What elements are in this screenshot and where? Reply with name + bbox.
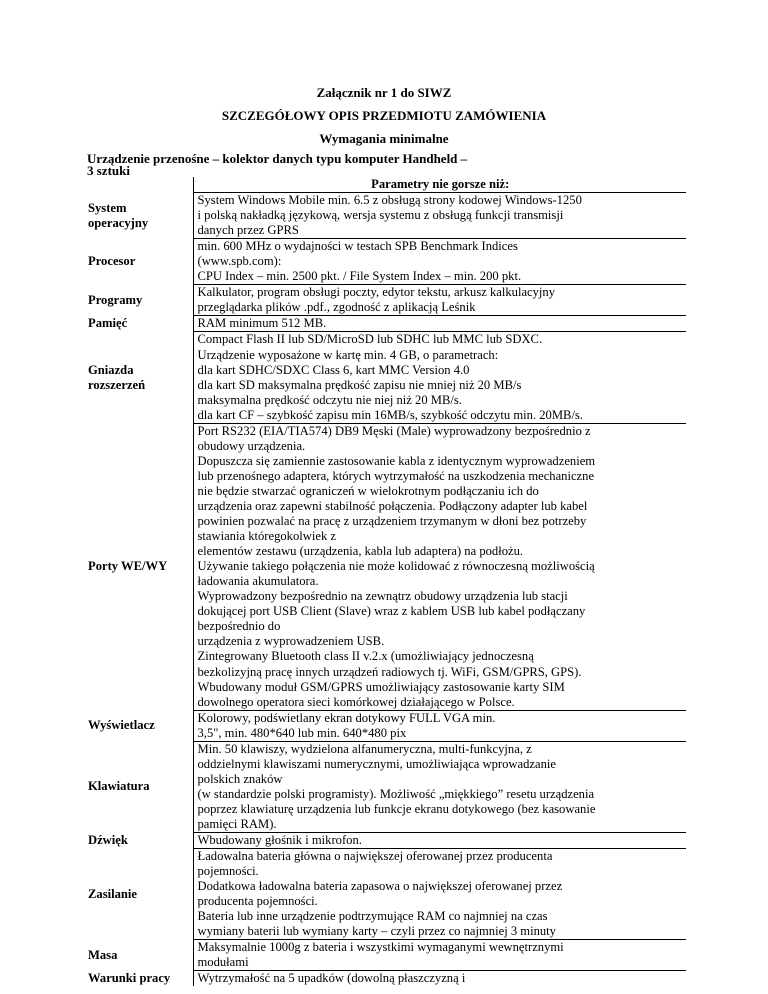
device-description: Urządzenie przenośne – kolektor danych typu komputer Handheld – (87, 151, 468, 166)
value-line: Wytrzymałość na 5 upadków (dowolną płaszczyzną i (197, 971, 466, 986)
value-line: dla kart SDHC/SDXC Class 6, kart MMC Version 4.0 (197, 362, 470, 377)
value-line: danych przez GPRS (197, 223, 299, 238)
value-line: Dodatkowa ładowalna bateria zapasowa o największej oferowanej przez (197, 879, 563, 894)
row-label: Wyświetlacz (88, 718, 155, 733)
table-row (86, 971, 686, 987)
value-line: Zintegrowany Bluetooth class II v.2.x (umożliwiający jednoczesną (197, 649, 534, 664)
value-line: nie będzie stwarzać ograniczeń w wielokrotnym podłączaniu ich do (197, 483, 539, 498)
value-line: stawiania któregokolwiek z (197, 529, 336, 544)
value-line: urządzenia z wyprowadzeniem USB. (197, 634, 385, 649)
table-row (86, 940, 686, 971)
row-label: Pamięć (88, 316, 128, 331)
value-line: lub przenośnego adaptera, których wytrzymałość na uszkodzenia mechaniczne (197, 468, 595, 483)
value-line: 3,5", min. 480*640 lub min. 640*480 pix (197, 725, 407, 740)
row-label: Warunki pracy (88, 971, 171, 986)
value-line: bezpośrednio do (197, 619, 281, 634)
value-line: Bateria lub inne urządzenie podtrzymujące RAM co najmniej na czas (197, 909, 548, 924)
table-row (86, 285, 686, 316)
value-line: Kolorowy, podświetlany ekran dotykowy FULL VGA min. (197, 710, 496, 725)
row-label: Procesor (88, 254, 136, 269)
row-value (193, 971, 686, 987)
value-line: urządzenia oraz zapewni stabilność połączenia. Podłączony adapter lub kabel (197, 498, 588, 513)
row-value (193, 239, 686, 285)
row-label: Gniazda rozszerzeń (88, 362, 146, 392)
empty-header-cell (86, 177, 193, 193)
table-row (86, 849, 686, 940)
value-line: przeglądarka plików .pdf., zgodność z aplikacją Leśnik (197, 300, 476, 315)
table-row (86, 193, 686, 239)
value-line: Urządzenie wyposażone w kartę min. 4 GB, o parametrach: (197, 347, 499, 362)
table-row (86, 833, 686, 849)
value-line: Min. 50 klawiszy, wydzielona alfanumeryczna, multi-funkcyjna, z (197, 741, 532, 756)
value-line: pamięci RAM). (197, 816, 277, 831)
value-line: Kalkulator, program obsługi poczty, edytor tekstu, arkusz kalkulacyjny (197, 285, 556, 300)
value-line: Wbudowany moduł GSM/GPRS umożliwiający zastosowanie karty SIM (197, 679, 565, 694)
value-line: Compact Flash II lub SD/MicroSD lub SDHC lub MMC lub SDXC. (197, 332, 543, 347)
value-line: (w standardzie polski programisty). Możliwość „miękkiego” resetu urządzenia (197, 786, 595, 801)
value-line: System Windows Mobile min. 6.5 z obsługą strony kodowej Windows-1250 (197, 193, 582, 208)
row-value (193, 193, 686, 239)
value-line: powinien pozwalać na pracę z urządzeniem trzymanym w dłoni bez potrzeby (197, 514, 587, 529)
table-row (86, 710, 686, 741)
value-line: dla kart CF – szybkość zapisu min 16MB/s, szybkość odczytu min. 20MB/s. (197, 407, 583, 422)
parameters-header: Parametry nie gorsze niż: (193, 177, 686, 193)
row-value (193, 849, 686, 940)
table-row (86, 423, 686, 710)
value-line: producenta pojemności. (197, 894, 318, 909)
attachment-note: Załącznik nr 1 do SIWZ (316, 85, 452, 100)
value-line: oddzielnymi klawiszami numerycznymi, umożliwiająca wprowadzanie (197, 756, 556, 771)
table-row (86, 332, 686, 423)
value-line: poprzez klawiaturę urządzenia lub funkcje ekranu dotykowego (bez kasowanie (197, 801, 596, 816)
value-line: modułami (197, 955, 249, 970)
value-line: pojemności. (197, 864, 259, 879)
row-value (193, 940, 686, 971)
table-row (86, 316, 686, 332)
value-line: Wbudowany głośnik i mikrofon. (197, 833, 362, 848)
value-line: obudowy urządzenia. (197, 438, 306, 453)
row-label: System operacyjny (88, 200, 149, 230)
row-value (193, 332, 686, 423)
value-line: polskich znaków (197, 771, 283, 786)
value-line: Maksymalnie 1000g z bateria i wszystkimi wymaganymi wewnętrznymi (197, 940, 564, 955)
table-header-row (86, 177, 686, 193)
row-label: Masa (88, 947, 118, 962)
value-line: Wyprowadzony bezpośrednio na zewnątrz obudowy urządzenia lub stacji (197, 589, 568, 604)
value-line: ładowania akumulatora. (197, 574, 319, 589)
requirements-table (86, 177, 686, 986)
row-value (193, 833, 686, 849)
value-line: min. 600 MHz o wydajności w testach SPB Benchmark Indices (197, 239, 518, 254)
value-line: (www.spb.com): (197, 254, 282, 269)
value-line: Port RS232 (EIA/TIA574) DB9 Męski (Male) wyprowadzony bezpośrednio z (197, 423, 591, 438)
table-row (86, 741, 686, 832)
row-label: Porty WE/WY (88, 559, 168, 574)
value-line: maksymalna prędkość odczytu nie niej niż 20 MB/s. (197, 392, 462, 407)
row-value (193, 316, 686, 332)
value-line: wymiany baterii lub wymiany karty – czyli przez co najmniej 3 minuty (197, 924, 556, 939)
row-value (193, 741, 686, 832)
row-label: Klawiatura (88, 779, 150, 794)
value-line: elementów zestawu (urządzenia, kabla lub adaptera) na podłożu. (197, 544, 524, 559)
row-value (193, 423, 686, 710)
value-line: i polską nakładką językową, wersja systemu z obsługą funkcji transmisji (197, 208, 564, 223)
document-subtitle: Wymagania minimalne (319, 131, 449, 146)
document-title: SZCZEGÓŁOWY OPIS PRZEDMIOTU ZAMÓWIENIA (221, 108, 547, 123)
device-quantity: 3 sztuki (87, 163, 130, 178)
value-line: dokującej port USB Client (Slave) wraz z kablem USB lub kabel podłączany (197, 604, 586, 619)
value-line: dowolnego operatora sieci komórkowej działającego w Polsce. (197, 694, 515, 709)
value-line: RAM minimum 512 MB. (197, 316, 327, 331)
row-label: Zasilanie (88, 886, 137, 901)
value-line: CPU Index – min. 2500 pkt. / File System Index – min. 200 pkt. (197, 269, 522, 284)
value-line: Używanie takiego połączenia nie może kolidować z równoczesną możliwością (197, 559, 595, 574)
row-label: Dźwięk (88, 833, 128, 848)
row-value (193, 285, 686, 316)
table-row (86, 239, 686, 285)
value-line: Ładowalna bateria główna o największej oferowanej przez producenta (197, 849, 553, 864)
row-value (193, 710, 686, 741)
value-line: Dopuszcza się zamiennie zastosowanie kabla z identycznym wyprowadzeniem (197, 453, 596, 468)
value-line: dla kart SD maksymalna prędkość zapisu nie mniej niż 20 MB/s (197, 377, 522, 392)
value-line: bezkolizyjną pracę innych urządzeń radiowych tj. WiFi, GSM/GPRS, GPS). (197, 664, 582, 679)
row-label: Programy (88, 292, 143, 307)
